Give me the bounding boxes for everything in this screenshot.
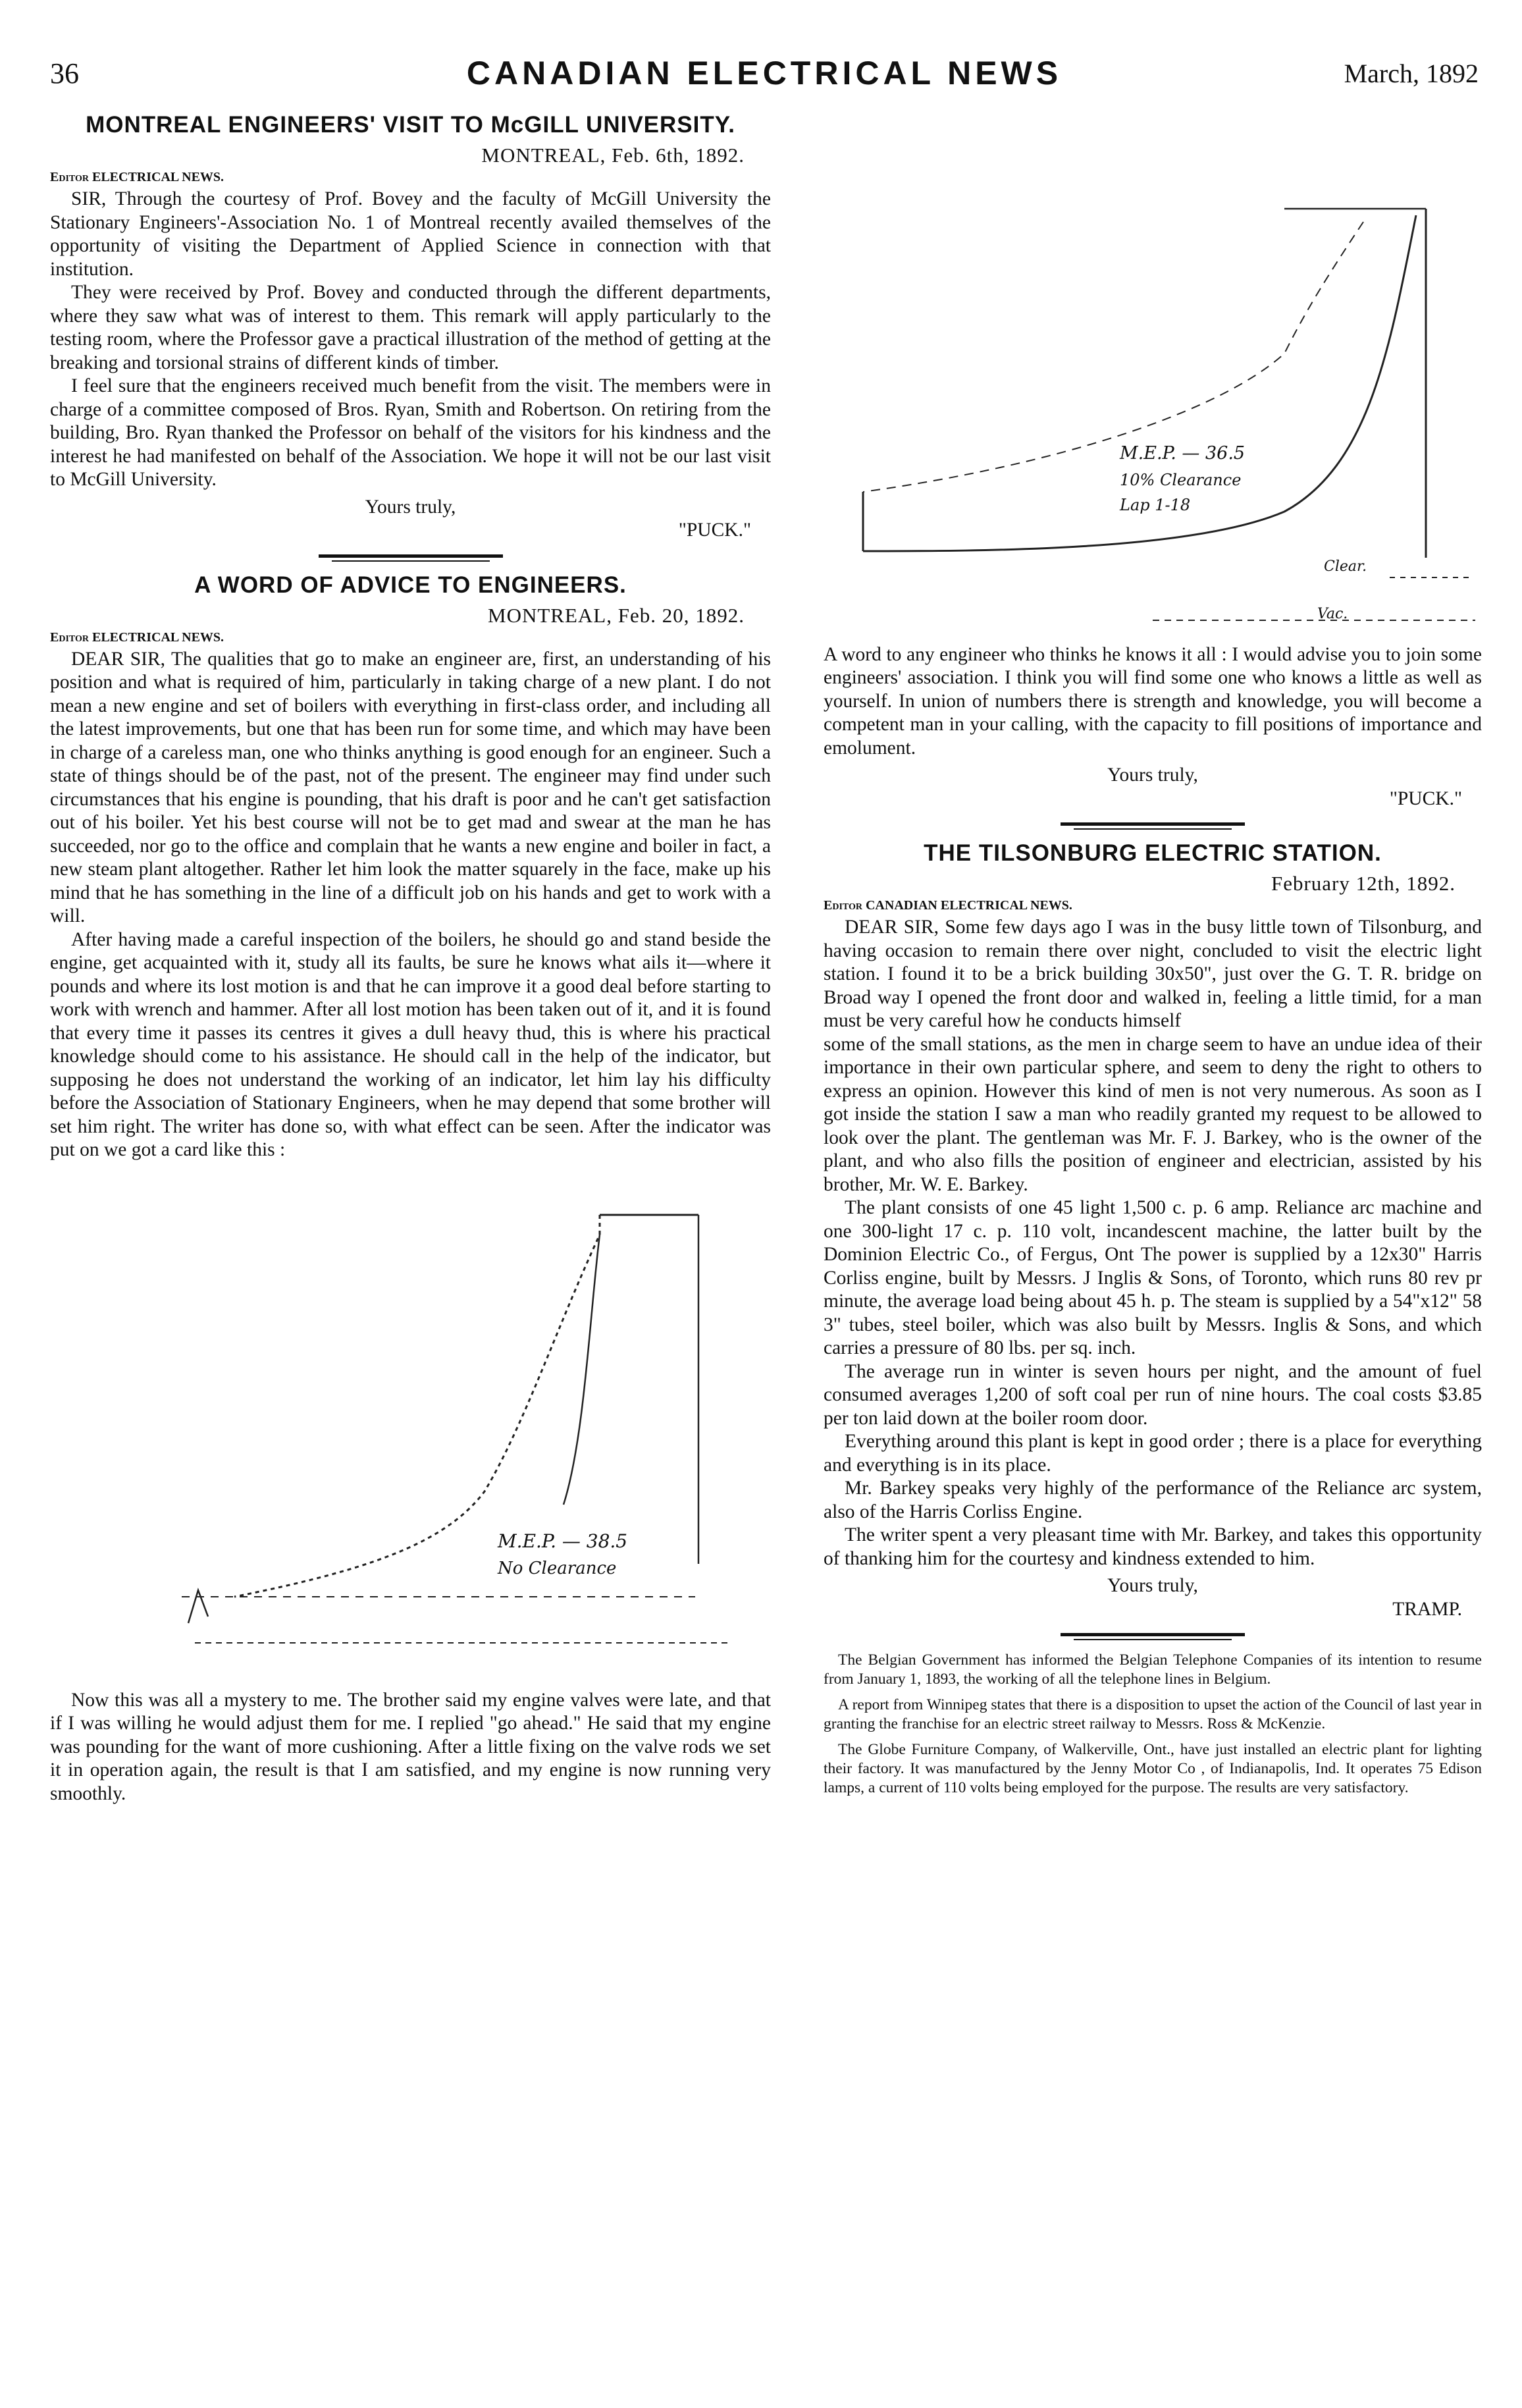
paragraph: DEAR SIR, Some few days ago I was in the busy little town of Tilsonburg, and having occasion to remain there over night, concluded to visit the electric light station. I found it to be a brick building 30x50", just over the G. T. R. bridge on Broad way I opened the front door and walked in, feeling a little timid, for a man must be very careful how he conducts himself [824, 917, 1482, 1031]
paragraph: The writer spent a very pleasant time with Mr. Barkey, and takes this opportunity of thanking him for the courtesy and kindness extended to him. [824, 1524, 1482, 1569]
card-label: Vac. [1317, 605, 1348, 622]
signoff: Yours truly, [1107, 1575, 1198, 1596]
page-header [50, 51, 1479, 101]
paragraph: A word to any engineer who thinks he knows it all : I would advise you to join some engineers' association. I think you will find some one who knows a little as well as yourself. In union of numbers there is strength and knowledge, you will become a competent man in your calling, with the capacity to fill positions of importance and emolument. [824, 643, 1482, 759]
paragraph: SIR, Through the courtesy of Prof. Bovey and the faculty of McGill University the Stationary Engineers'-Association No. 1 of Montreal recently availed themselves of the opportunity of visiting the Department of Applied Science in connection with that institution. [50, 188, 771, 280]
indicator-card-diagram-1 [50, 1162, 771, 1689]
issue-date: March, 1892 [1344, 59, 1479, 88]
news-note: The Globe Furniture Company, of Walkerville, Ont., have just installed an electric plant for lighting their factory. It was manufactured by the Jenny Motor Co , of Indianapolis, Ind. It operates 75 Edison lamps, a current of 110 volts being employed for the purpose. The results are very satisfactory. [824, 1741, 1482, 1796]
card-label: M.E.P. — 36.5 [1120, 442, 1246, 464]
editor-line: Editor ELECTRICAL NEWS. [50, 629, 224, 645]
signature: "PUCK." [678, 520, 751, 541]
card-label: Lap 1-18 [1120, 495, 1191, 514]
card-label: M.E.P. — 38.5 [498, 1530, 628, 1552]
paragraph: I feel sure that the engineers received much benefit from the visit. The members were in charge of a committee composed of Bros. Ryan, Smith and Robertson. On retiring from the building, Bro. Ryan thanked the Professor on behalf of the visitors for his kindness and the interest he had manifested on behalf of the Association. We hope it will not be our last visit to McGill University. [50, 375, 771, 490]
dateline: MONTREAL, Feb. 20, 1892. [488, 603, 745, 627]
masthead: CANADIAN ELECTRICAL NEWS [466, 55, 1063, 92]
news-notes [824, 1651, 1482, 1798]
right-column [824, 112, 1482, 1804]
signoff: Yours truly, [365, 496, 456, 518]
card-label: No Clearance [498, 1558, 617, 1578]
article-tilsonburg-station [824, 840, 1482, 1621]
paragraph: The average run in winter is seven hours per night, and the amount of fuel consumed averages 1,200 of soft coal per run of nine hours. The coal costs $3.85 per ton laid down at the boiler room door. [824, 1360, 1482, 1429]
news-note: The Belgian Government has informed the Belgian Telephone Companies of its intention to resume from January 1, 1893, the working of all the telephone lines in Belgium. [824, 1651, 1482, 1688]
article-mcgill-visit [50, 112, 771, 543]
paragraph: Everything around this plant is kept in good order ; there is a place for everything and everything is in its place. [824, 1431, 1482, 1476]
paragraph: DEAR SIR, The qualities that go to make an engineer are, first, an understanding of his position and what is required of him, particularly in taking charge of a new plant. I do not mean a new engine and set of boilers with everything in first-class order, and including all the latest improvements, but one that has been run for some time, and which may have been in charge of a careless man, one who thinks anything is good enough for an engineer. Such a state of things should be of the past, not of the present. The engineer may find under such circumstances that his engine is pounding, that his draft is poor and he can't get satisfaction out of his boiler. Yet his best course will not be to get mad and swear at the man he has succeeded, nor go to the office and complain that he wants a new engine and boiler in fact, a new steam plant altogether. Rather let him look the matter squarely in the face, make up his mind that he has something in the line of a difficult job on his hands and get to work with a will. [50, 648, 771, 926]
signature: TRAMP. [1392, 1598, 1462, 1620]
article-word-of-advice [50, 572, 771, 1806]
editor-line: Editor CANADIAN ELECTRICAL NEWS. [824, 898, 1072, 913]
paragraph-continued [824, 136, 1482, 159]
paragraph: Mr. Barkey speaks very highly of the performance of the Reliance arc system, also of the Harris Corliss Engine. [824, 1478, 1482, 1522]
left-column [50, 112, 771, 1806]
card-label: 10% Clearance [1120, 470, 1242, 489]
section-divider [319, 554, 503, 562]
page-number: 36 [50, 57, 79, 90]
signature: "PUCK." [1389, 788, 1462, 809]
section-divider [1061, 1633, 1245, 1640]
news-note: A report from Winnipeg states that there is a disposition to upset the action of the Council of last year in granting the franchise for an electric street railway to Messrs. Ross & McKenzie. [824, 1696, 1482, 1732]
dateline: MONTREAL, Feb. 6th, 1892. [481, 144, 745, 167]
editor-line: Editor ELECTRICAL NEWS. [50, 170, 224, 184]
paragraph: After having made a careful inspection of the boilers, he should go and stand beside the engine, get acquainted with it, study all its faults, be sure he knows what ails it—where it pounds and where its lost motion is and that he can improve it a good deal before starting to work with wrench and hammer. After all lost motion has been taken out of it, and it is found that every time it passes its centres it gives a dull heavy thud, this is where his practical knowledge should come to his assistance. He should call in the help of the indicator, but supposing he does not understand the working of an indicator, let him lay his difficulty before the Association of Stationary Engineers, when he may depend that some brother will set him right. The writer has done so, with what effect can be seen. After the indicator was put on we got a card like this : [50, 928, 771, 1160]
dateline: February 12th, 1892. [1271, 872, 1456, 895]
article-word-of-advice-continued [824, 112, 1482, 811]
section-divider [1061, 822, 1245, 830]
signoff: Yours truly, [1107, 764, 1198, 786]
paragraph: some of the small stations, as the men in charge seem to have an undue idea of their importance in their own particular sphere, and seem to deny the right to others to express an opinion. However this kind of men is not very numerous. As soon as I got inside the station I saw a man who readily granted my request to be allowed to look over the plant. The gentleman was Mr. F. J. Barkey, who is the owner of the plant, and who also fills the position of engineer and electrician, assisted by his brother, Mr. W. E. Barkey. [824, 1033, 1482, 1195]
paragraph: The plant consists of one 45 light 1,500 c. p. 6 amp. Reliance arc machine and one 300-light 17 c. p. 110 volt, incandescent machine, the latter built by the Dominion Electric Co., of Fergus, Ont The power is supplied by a 12x30" Harris Corliss engine, built by Messrs. J Inglis & Sons, of Toronto, which runs 80 rev pr minute, the average load being about 45 h. p. The steam is supplied by a 54"x12" 58 3" tubes, steel boiler, which was also built by Messrs. Inglis & Sons, and which carries a pressure of 80 lbs. per sq. inch. [824, 1197, 1482, 1358]
paragraph-continued [824, 112, 1482, 136]
paragraph-continued [824, 159, 1482, 182]
paragraph: They were received by Prof. Bovey and conducted through the different departments, where they saw what was of interest to them. This remark will apply particularly to the testing room, where the Professor gave a practical illustration of the method of getting at the breaking and torsional strains of different kinds of timber. [50, 282, 771, 373]
paragraph: Now this was all a mystery to me. The brother said my engine valves were late, and that if I was willing he would adjust them for me. I replied "go ahead." He said that my engine was pounding for the want of more cushioning. After a little fixing on the valve rods we set it in operation again, the result is that I am satisfied, and my engine is now running very smoothly. [50, 1689, 771, 1804]
article-title: A WORD OF ADVICE TO ENGINEERS. [194, 572, 627, 598]
article-title: MONTREAL ENGINEERS' VISIT TO McGILL UNIVERSITY. [86, 112, 735, 138]
card-label: Clear. [1324, 558, 1367, 575]
article-title: THE TILSONBURG ELECTRIC STATION. [924, 840, 1382, 866]
indicator-card-diagram-2 [824, 182, 1482, 643]
